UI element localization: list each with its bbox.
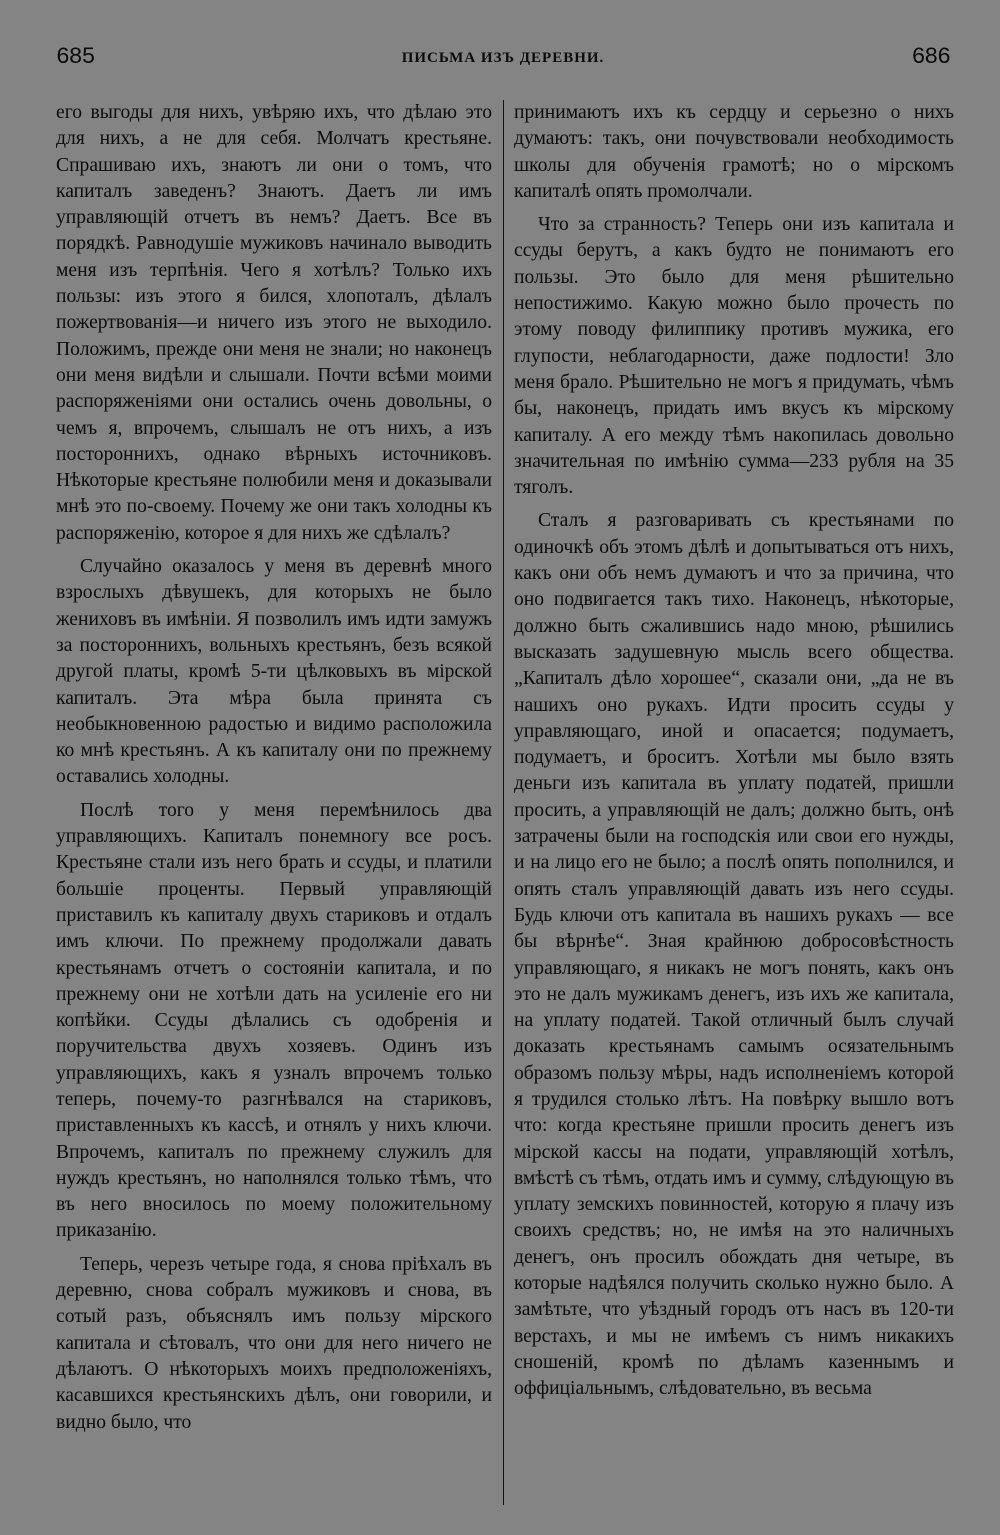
right-paragraph-1: принимаютъ ихъ къ сердцу и серьезно о нихъ думаютъ: такъ, они почувствовали необходимость школы для обученія грамотѣ; но о мірскомъ капиталѣ опять промолчали. [514, 102, 954, 202]
page-header [56, 44, 950, 80]
left-paragraph-1: его выгоды для нихъ, увѣряю ихъ, что дѣлаю это для нихъ, а не для себя. Молчатъ крестьяне. Спрашиваю ихъ, знаютъ ли они о томъ, что капиталъ заведенъ? Знаютъ. Даетъ ли имъ управляющій отчетъ въ немъ? Даетъ. Все въ порядкѣ. Равнодушіе мужиковъ начинало выводить меня изъ терпѣнія. Чего я хотѣлъ? Только ихъ пользы: изъ этого я бился, хлопоталъ, дѣлалъ пожертвованія—и ничего изъ этого не выходило. Положимъ, прежде они меня не знали; но наконецъ они меня видѣли и слышали. Почти всѣми моими распоряженіями они остались очень довольны, о чемъ я, впрочемъ, слышалъ не отъ нихъ, а изъ постороннихъ, однако вѣрныхъ источниковъ. Нѣкоторые крестьяне полюбили меня и доказывали мнѣ это по-своему. Почему же они такъ холодны къ распоряженію, которое я для нихъ же сдѣлалъ? [56, 102, 492, 544]
right-column [514, 100, 954, 1520]
running-title: ПИСЬМА ИЗЪ ДЕРЕВНИ. [401, 50, 605, 66]
right-paragraph-3: Сталъ я разговаривать съ крестьянами по одиночкѣ объ этомъ дѣлѣ и допытываться отъ нихъ, какъ они объ немъ думаютъ и что за причина, что оно подвигается такъ тихо. Наконецъ, нѣкоторые, должно быть сжалившись надо мною, рѣшились высказать задушевную мысль всего общества. „Капиталъ дѣло хорошее“, сказали они, „да не въ нашихъ оно рукахъ. Идти просить ссуды у управляющаго, иной и опасается; подумаетъ, подумаетъ, и броситъ. Хотѣли мы было взять деньги изъ капитала въ уплату податей, пришли просить, а управляющій не далъ; должно быть, онѣ затрачены были на господскія или свои его нужды, и на лицо его не было; а послѣ опять пополнился, и опять сталъ управляющій давать изъ него ссуды. Будь ключи отъ капитала въ нашихъ рукахъ — все бы вѣрнѣе“. Зная крайнюю добросовѣстность управляющаго, я никакъ не могъ понять, какъ онъ это не далъ мужикамъ денегъ, изъ ихъ же капитала, на уплату податей. Такой отличный былъ случай доказать крестьянамъ самымъ осязательнымъ образомъ пользу мѣры, надъ исполненіемъ которой я трудился столько лѣтъ. На повѣрку вышло вотъ что: когда крестьяне пришли просить денегъ изъ мірской кассы на подати, управляющій хотѣлъ, вмѣстѣ съ тѣмъ, отдать имъ и сумму, слѣдующую въ уплату земскихъ повинностей, которую я плачу изъ своихъ средствъ; но, не имѣя на это наличныхъ денегъ, онъ просилъ обождать дня четыре, въ которые надѣялся получить сколько нужно было. А замѣтьте, что уѣздный городъ отъ насъ въ 120-ти верстахъ, и мы не имѣемъ съ нимъ никакихъ сношеній, кромѣ по дѣламъ казеннымъ и оффиціальнымъ, слѣдовательно, въ весьма [514, 510, 954, 1400]
left-paragraph-2: Случайно оказалось у меня въ деревнѣ много взрослыхъ дѣвушекъ, для которыхъ не было жениховъ въ имѣніи. Я позволилъ имъ идти замужъ за постороннихъ, вольныхъ крестьянъ, безъ всякой другой платы, кромѣ 5-ти цѣлковыхъ въ мірской капиталъ. Эта мѣра была принята съ необыкновенною радостью и видимо расположила ко мнѣ крестьянъ. А къ капиталу они по прежнему оставались холодны. [56, 556, 492, 788]
page-number-left: 685 [56, 44, 95, 70]
left-paragraph-4: Теперь, черезъ четыре года, я снова пріѣхалъ въ деревню, снова собралъ мужиковъ и снова, въ сотый разъ, объяснялъ имъ пользу мірского капитала и сѣтовалъ, что они для него ничего не дѣлаютъ. О нѣкоторыхъ моихъ предположеніяхъ, касавшихся крестьянскихъ дѣлъ, они говорили, и видно было, что [56, 1253, 492, 1433]
page-number-right: 686 [911, 44, 950, 70]
column-divider [503, 100, 504, 1505]
left-paragraph-3: Послѣ того у меня перемѣнилось два управляющихъ. Капиталъ понемногу все росъ. Крестьяне стали изъ него брать и ссуды, и платили большіе проценты. Первый управляющій приставилъ къ капиталу двухъ стариковъ и отдалъ имъ ключи. По прежнему продолжали давать крестьянамъ отчетъ о состояніи капитала, и по прежнему они не хотѣли дать на усиленіе его ни копѣйки. Ссуды дѣлались съ одобренія и поручительства двухъ хозяевъ. Одинъ изъ управляющихъ, какъ я узналъ впрочемъ только теперь, почему-то разгнѣвался на стариковъ, приставленныхъ къ кассѣ, и отнялъ у нихъ ключи. Впрочемъ, капиталъ по прежнему служилъ для нуждъ крестьянъ, но наполнялся только тѣмъ, что въ него вносилось по моему положительному приказанію. [56, 799, 492, 1242]
left-column [56, 100, 492, 1520]
right-paragraph-2: Что за странность? Теперь они изъ капитала и ссуды берутъ, а какъ будто не понимаютъ его пользы. Это было для меня рѣшительно непостижимо. Какую можно было прочесть по этому поводу филиппику противъ мужика, его глупости, неблагодарности, даже подлости! Зло меня брало. Рѣшительно не могъ я придумать, чѣмъ бы, наконецъ, придать имъ вкусъ къ мірскому капиталу. А его между тѣмъ накопилась довольно значительная по имѣнію сумма—233 рубля на 35 тяголъ. [514, 214, 954, 499]
